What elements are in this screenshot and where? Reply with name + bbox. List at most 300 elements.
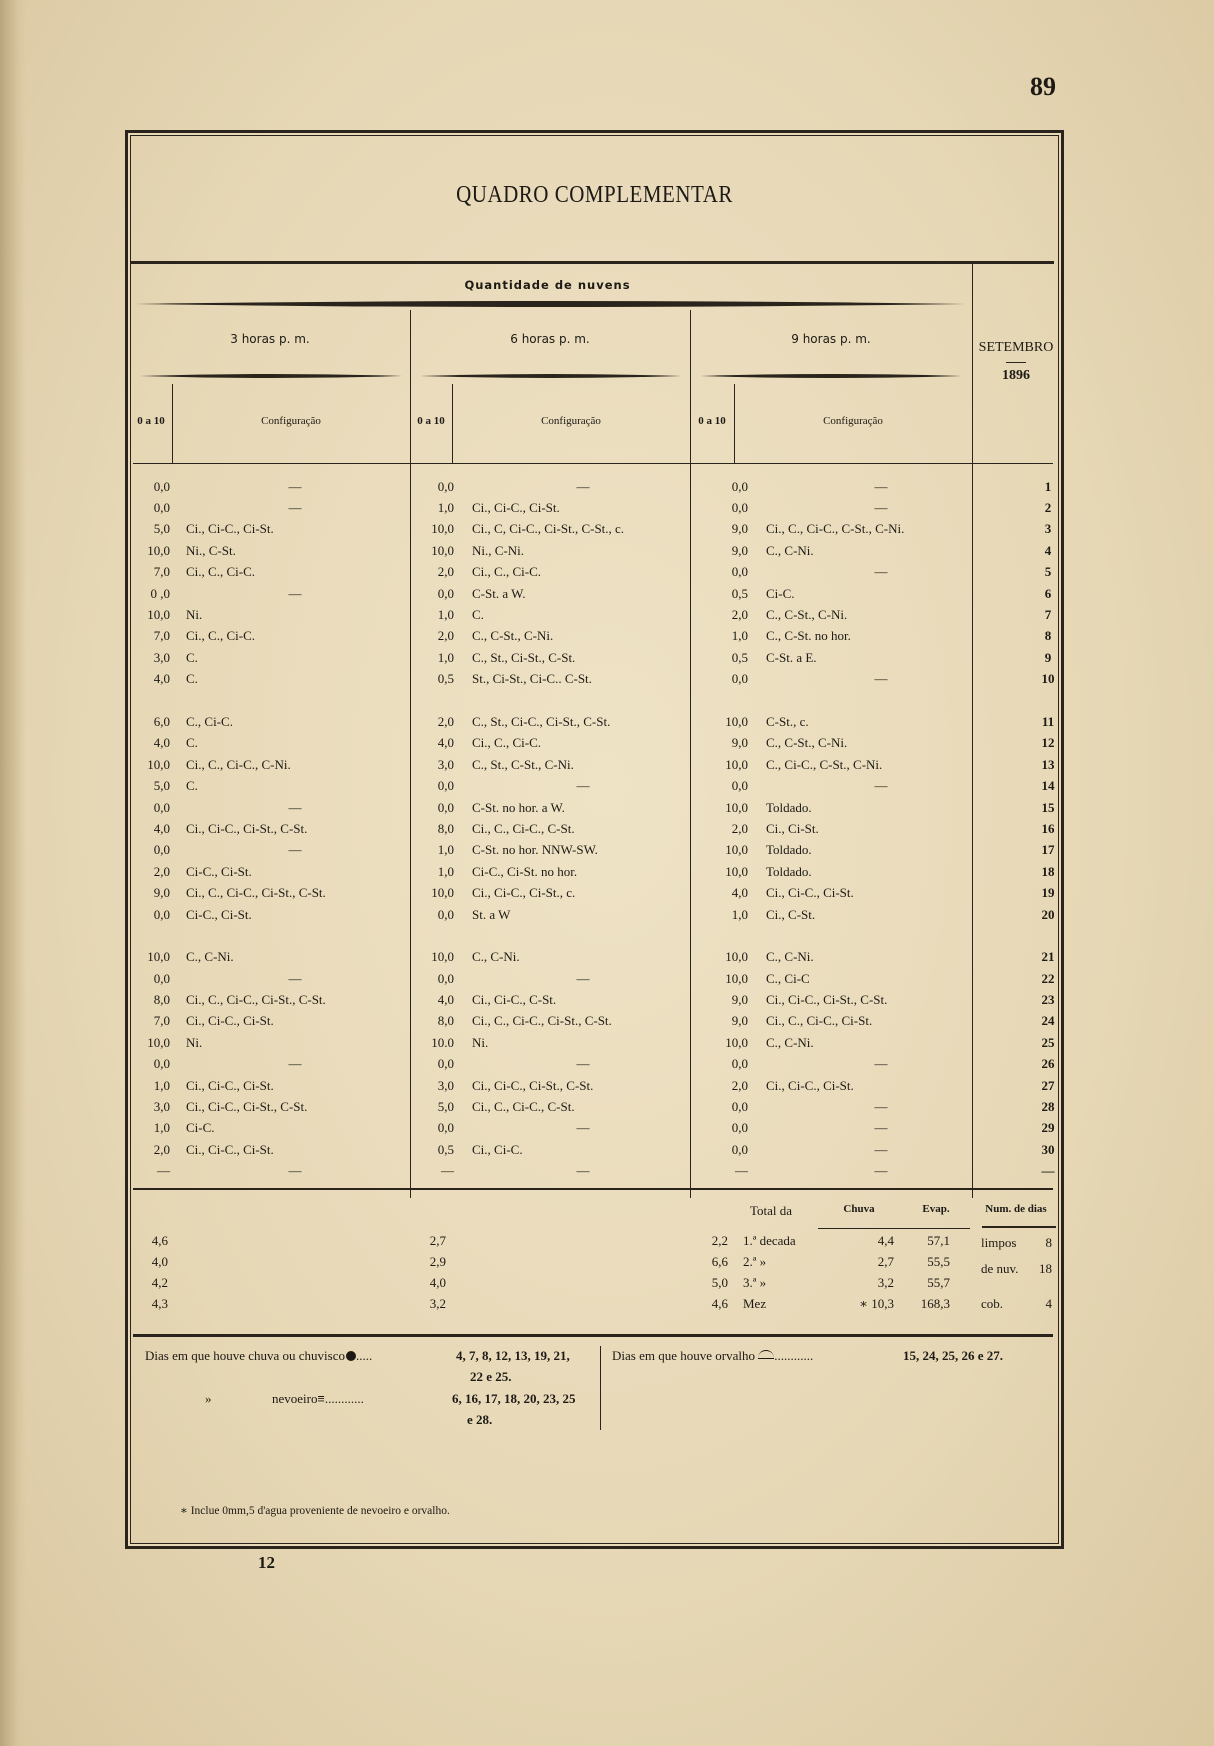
config-9pm: Toldado. xyxy=(766,799,812,815)
total-evap: 168,3 xyxy=(920,1296,950,1311)
scale-3pm: 0,0 xyxy=(153,799,170,815)
scale-6pm: 0,0 xyxy=(437,478,454,494)
table-row xyxy=(128,1096,1090,1117)
config-6pm: C-St. no hor. a W. xyxy=(472,799,565,815)
config-9pm: — xyxy=(874,1099,888,1115)
days-kind: de nuv. xyxy=(981,1261,1019,1276)
group-header: Quantidade de nuvens xyxy=(464,278,631,292)
total-scale-3pm: 4,0 xyxy=(151,1254,168,1269)
decade-gap xyxy=(128,690,1090,711)
config-3pm: Ci., Ci-C., Ci-St., C-St. xyxy=(186,820,308,836)
config-9pm: Ci., C-St. xyxy=(766,906,816,922)
month-rule xyxy=(1006,362,1026,363)
config-9pm: — xyxy=(874,500,888,516)
config-3pm: Ci., Ci-C., Ci-St. xyxy=(186,1077,274,1093)
config-9pm: C., C-St., C-Ni. xyxy=(766,735,848,751)
table-row xyxy=(128,754,1090,775)
scale-3pm: 0,0 xyxy=(153,842,170,858)
total-scale-6pm: 3,2 xyxy=(429,1296,446,1311)
scale-9pm: 10,0 xyxy=(725,863,748,879)
scale-9pm: 10,0 xyxy=(725,713,748,729)
total-evap: 55,7 xyxy=(927,1275,950,1290)
config-6pm: Ci., Ci-C., Ci-St., C-St. xyxy=(472,1077,594,1093)
scale-3pm: 10,0 xyxy=(147,756,170,772)
scale-3pm: 4,0 xyxy=(153,735,170,751)
total-period: 1.ª decada xyxy=(743,1233,796,1248)
scale-9pm: 10,0 xyxy=(725,949,748,965)
scale-3pm: 5,0 xyxy=(153,778,170,794)
total-scale-9pm: 6,6 xyxy=(711,1254,728,1269)
scale-9pm: 0,5 xyxy=(731,649,748,665)
scale-6pm: — xyxy=(441,1163,454,1179)
total-evap: 55,5 xyxy=(927,1254,950,1269)
day-number: 16 xyxy=(1041,820,1055,836)
total-scale-9pm: 2,2 xyxy=(711,1233,728,1248)
scale-9pm: 2,0 xyxy=(731,607,748,623)
lists-separator xyxy=(600,1346,601,1430)
config-9pm: — xyxy=(874,564,888,580)
config-9pm: C., Ci-C xyxy=(766,970,810,986)
config-header-a: Configuração xyxy=(261,415,321,427)
rain-symbol-icon xyxy=(346,1351,356,1361)
config-9pm: C., C-St., C-Ni. xyxy=(766,607,848,623)
scale-9pm: 0,0 xyxy=(731,1120,748,1136)
config-9pm: C., C-Ni. xyxy=(766,542,814,558)
config-6pm: Ci., Ci-C., Ci-St., c. xyxy=(472,885,576,901)
month-header: SETEMBRO xyxy=(978,340,1054,355)
scale-3pm: 7,0 xyxy=(153,1013,170,1029)
scale-3pm: 4,0 xyxy=(153,671,170,687)
scale-3pm: 0,0 xyxy=(153,478,170,494)
config-9pm: Ci., Ci-C., Ci-St. xyxy=(766,1077,854,1093)
scale-9pm: 2,0 xyxy=(731,1077,748,1093)
days-count-header: Num. de dias xyxy=(985,1203,1047,1215)
config-9pm: Ci-C. xyxy=(766,585,795,601)
scale-3pm: 10,0 xyxy=(147,1034,170,1050)
config-3pm: Ci., Ci-C., Ci-St. xyxy=(186,521,274,537)
scale-3pm: 10,0 xyxy=(147,607,170,623)
day-number: 9 xyxy=(1044,649,1052,665)
scale-6pm: 0,0 xyxy=(437,906,454,922)
total-scale-6pm: 4,0 xyxy=(429,1275,446,1290)
config-3pm: — xyxy=(288,1056,302,1072)
day-number: 15 xyxy=(1041,799,1055,815)
total-scale-3pm: 4,3 xyxy=(151,1296,168,1311)
scale-3pm: 7,0 xyxy=(153,564,170,580)
scale-6pm: 0,0 xyxy=(437,1056,454,1072)
day-number: 17 xyxy=(1041,842,1055,858)
rain-days-label-text: Dias em que houve chuva ou chuvisco xyxy=(145,1348,346,1363)
config-3pm: Ci-C. xyxy=(186,1120,215,1136)
config-3pm: Ni. xyxy=(186,607,203,623)
cloud-data-table xyxy=(128,476,1090,1182)
table-row xyxy=(128,797,1090,818)
table-row xyxy=(128,519,1090,540)
total-scale-9pm: 4,6 xyxy=(711,1296,728,1311)
config-3pm: C. xyxy=(186,671,198,687)
scale-6pm: 1,0 xyxy=(437,649,454,665)
total-rain: 3,2 xyxy=(877,1275,894,1290)
day-number: 27 xyxy=(1041,1077,1055,1093)
period-swash-1 xyxy=(140,373,402,381)
fog-days-list-cont: e 28. xyxy=(467,1412,493,1427)
config-6pm: C., C-Ni. xyxy=(472,949,520,965)
table-row xyxy=(128,647,1090,668)
day-number: 12 xyxy=(1041,735,1055,751)
scale-6pm: 3,0 xyxy=(437,756,454,772)
fog-days-list: 6, 16, 17, 18, 20, 23, 25 xyxy=(452,1391,576,1406)
day-number: 5 xyxy=(1044,564,1052,580)
scale-9pm: 2,0 xyxy=(731,820,748,836)
days-kind: limpos xyxy=(981,1235,1017,1250)
scale-9pm: 0,0 xyxy=(731,1056,748,1072)
scale-6pm: 0,0 xyxy=(437,1120,454,1136)
day-number: 13 xyxy=(1041,756,1055,772)
scale-6pm: 0,5 xyxy=(437,671,454,687)
scale-3pm: 0,0 xyxy=(153,1056,170,1072)
config-6pm: — xyxy=(576,1056,590,1072)
config-3pm: C., Ci-C. xyxy=(186,713,233,729)
scale-9pm: 4,0 xyxy=(731,885,748,901)
rain-days-list: 4, 7, 8, 12, 13, 19, 21, xyxy=(456,1348,570,1363)
day-number: 1 xyxy=(1044,478,1052,494)
signature-number: 12 xyxy=(258,1553,275,1572)
scale-6pm: 5,0 xyxy=(437,1099,454,1115)
total-scale-6pm: 2,9 xyxy=(429,1254,446,1269)
config-3pm: Ni. xyxy=(186,1034,203,1050)
period-6pm: 6 horas p. m. xyxy=(510,332,590,346)
scale-9pm: 0,0 xyxy=(731,778,748,794)
table-row xyxy=(128,968,1090,989)
period-swash-2 xyxy=(420,373,682,381)
config-6pm: C-St. a W. xyxy=(472,585,526,601)
days-count: 18 xyxy=(1039,1261,1052,1276)
table-row xyxy=(128,1032,1090,1053)
scale-9pm: 0,0 xyxy=(731,1141,748,1157)
rain-leader-dots: ..... xyxy=(356,1348,373,1363)
table-row xyxy=(128,711,1090,732)
dew-symbol-icon xyxy=(758,1350,774,1359)
total-period: 3.ª » xyxy=(743,1275,767,1290)
config-3pm: C., C-Ni. xyxy=(186,949,234,965)
day-number: 7 xyxy=(1044,607,1052,623)
scale-3pm: 0,0 xyxy=(153,500,170,516)
scale-9pm: — xyxy=(735,1163,748,1179)
total-scale-3pm: 4,6 xyxy=(151,1233,168,1248)
scale-3pm: 9,0 xyxy=(153,885,170,901)
day-number: 2 xyxy=(1044,500,1052,516)
day-number: 29 xyxy=(1041,1120,1055,1136)
scale-9pm: 0,0 xyxy=(731,1099,748,1115)
config-9pm: Ci., Ci-C., Ci-St. xyxy=(766,885,854,901)
days-count: 4 xyxy=(1045,1296,1052,1311)
day-number: 20 xyxy=(1041,906,1055,922)
table-row xyxy=(128,775,1090,796)
scale-9pm: 0,0 xyxy=(731,671,748,687)
scale-6pm: 10,0 xyxy=(431,542,454,558)
config-9pm: Toldado. xyxy=(766,863,812,879)
total-scale-6pm: 2,7 xyxy=(429,1233,446,1248)
period-9pm: 9 horas p. m. xyxy=(791,332,871,346)
config-3pm: — xyxy=(288,500,302,516)
scale-6pm: 0,0 xyxy=(437,799,454,815)
total-scale-9pm: 5,0 xyxy=(711,1275,728,1290)
table-row xyxy=(128,562,1090,583)
scale-6pm: 4,0 xyxy=(437,992,454,1008)
config-9pm: — xyxy=(874,1163,888,1179)
period-3pm: 3 horas p. m. xyxy=(230,332,310,346)
total-rain: ∗ 10,3 xyxy=(859,1296,894,1311)
scale-3pm: 4,0 xyxy=(153,820,170,836)
table-row xyxy=(128,669,1090,690)
scale-9pm: 0,0 xyxy=(731,500,748,516)
table-row xyxy=(128,604,1090,625)
total-evap: 57,1 xyxy=(927,1233,950,1248)
scale-3pm: 3,0 xyxy=(153,1099,170,1115)
scale-3pm: 0,0 xyxy=(153,970,170,986)
table-row xyxy=(128,1139,1090,1160)
scale-6pm: 1,0 xyxy=(437,842,454,858)
config-3pm: — xyxy=(288,478,302,494)
day-number: 19 xyxy=(1041,885,1055,901)
config-6pm: C., St., Ci-C., Ci-St., C-St. xyxy=(472,713,611,729)
config-9pm: Toldado. xyxy=(766,842,812,858)
scale-6pm: 8,0 xyxy=(437,1013,454,1029)
day-number: 6 xyxy=(1044,585,1052,601)
scale-header-b: 0 a 10 xyxy=(417,415,445,427)
config-9pm: C-St., c. xyxy=(766,713,809,729)
scale-3pm: 5,0 xyxy=(153,521,170,537)
day-number: 24 xyxy=(1041,1013,1055,1029)
config-9pm: — xyxy=(874,1141,888,1157)
config-6pm: Ci., C., Ci-C., C-St. xyxy=(472,1099,575,1115)
config-9pm: C., C-St. no hor. xyxy=(766,628,851,644)
config-3pm: Ci., C., Ci-C. xyxy=(186,628,255,644)
scale-6pm: 1,0 xyxy=(437,863,454,879)
table-row xyxy=(128,1054,1090,1075)
total-rain: 4,4 xyxy=(877,1233,894,1248)
table-row xyxy=(128,1011,1090,1032)
config-6pm: C., St., C-St., C-Ni. xyxy=(472,756,574,772)
fog-ditto: » xyxy=(205,1391,212,1406)
scale-3pm: 3,0 xyxy=(153,649,170,665)
day-number: 25 xyxy=(1041,1034,1055,1050)
config-header-b: Configuração xyxy=(541,415,601,427)
config-3pm: Ci., C., Ci-C., Ci-St., C-St. xyxy=(186,885,326,901)
lists-rule xyxy=(133,1334,1053,1337)
scale-9pm: 0,0 xyxy=(731,478,748,494)
scale-6pm: 10,0 xyxy=(431,885,454,901)
config-3pm: Ci., C., Ci-C., C-Ni. xyxy=(186,756,291,772)
days-rule xyxy=(982,1226,1056,1228)
scale-9pm: 0,0 xyxy=(731,564,748,580)
scale-3pm: 1,0 xyxy=(153,1077,170,1093)
config-3pm: — xyxy=(288,585,302,601)
summary-rule xyxy=(133,1188,1053,1190)
day-number: 11 xyxy=(1041,713,1055,729)
table-row xyxy=(128,989,1090,1010)
day-number: 3 xyxy=(1044,521,1052,537)
day-number: 26 xyxy=(1041,1056,1055,1072)
config-9pm: Ci., C., Ci-C., C-St., C-Ni. xyxy=(766,521,905,537)
days-count: 8 xyxy=(1045,1235,1052,1250)
totals-label: Total da xyxy=(749,1203,793,1218)
table-row xyxy=(128,818,1090,839)
scale-6pm: 10.0 xyxy=(431,1034,454,1050)
scale-3pm: 0 ,0 xyxy=(150,585,170,601)
config-6pm: — xyxy=(576,1120,590,1136)
title-rule xyxy=(131,261,1054,264)
config-6pm: St., Ci-St., Ci-C.. C-St. xyxy=(472,671,592,687)
scale-6pm: 1,0 xyxy=(437,607,454,623)
config-6pm: Ci., Ci-C., C-St. xyxy=(472,992,557,1008)
config-6pm: — xyxy=(576,778,590,794)
config-3pm: C. xyxy=(186,735,198,751)
day-number: 8 xyxy=(1044,628,1052,644)
config-3pm: — xyxy=(288,842,302,858)
config-9pm: — xyxy=(874,778,888,794)
day-number: 4 xyxy=(1044,542,1052,558)
config-3pm: — xyxy=(288,970,302,986)
scale-6pm: 2,0 xyxy=(437,564,454,580)
config-3pm: C. xyxy=(186,778,198,794)
dew-days-label-text: Dias em que houve orvalho xyxy=(612,1348,755,1363)
scale-9pm: 9,0 xyxy=(731,992,748,1008)
config-3pm: — xyxy=(288,1163,302,1179)
config-3pm: Ci., C., Ci-C., Ci-St., C-St. xyxy=(186,992,326,1008)
fog-days-label-text: nevoeiro xyxy=(272,1391,318,1406)
total-scale-3pm: 4,2 xyxy=(151,1275,168,1290)
binding-edge xyxy=(0,0,26,1746)
scale-9pm: 9,0 xyxy=(731,542,748,558)
day-number: 10 xyxy=(1041,671,1055,687)
scale-6pm: 3,0 xyxy=(437,1077,454,1093)
config-3pm: Ci., Ci-C., Ci-St., C-St. xyxy=(186,1099,308,1115)
config-6pm: C., St., Ci-St., C-St. xyxy=(472,649,576,665)
scale-9pm: 9,0 xyxy=(731,1013,748,1029)
config-3pm: Ci., C., Ci-C. xyxy=(186,564,255,580)
config-9pm: — xyxy=(874,1120,888,1136)
scale-6pm: 0,0 xyxy=(437,778,454,794)
fog-days-label xyxy=(272,1391,364,1407)
rain-days-list-cont: 22 e 25. xyxy=(470,1369,512,1384)
scale-3pm: 8,0 xyxy=(153,992,170,1008)
scale-3pm: 1,0 xyxy=(153,1120,170,1136)
scale-6pm: 0,0 xyxy=(437,585,454,601)
table-row xyxy=(128,733,1090,754)
scale-3pm: 7,0 xyxy=(153,628,170,644)
scale-3pm: 2,0 xyxy=(153,863,170,879)
scale-3pm: — xyxy=(157,1163,170,1179)
config-6pm: Ci-C., Ci-St. no hor. xyxy=(472,863,578,879)
total-period: Mez xyxy=(743,1296,767,1311)
table-row xyxy=(128,583,1090,604)
config-6pm: Ci., Ci-C. xyxy=(472,1141,523,1157)
table-row xyxy=(128,840,1090,861)
page-number: 89 xyxy=(1030,72,1056,101)
table-row xyxy=(128,1118,1090,1139)
config-6pm: Ni. xyxy=(472,1034,489,1050)
dew-days-list: 15, 24, 25, 26 e 27. xyxy=(903,1348,1004,1363)
scale-3pm: 10,0 xyxy=(147,542,170,558)
config-3pm: Ci-C., Ci-St. xyxy=(186,863,252,879)
config-6pm: Ci., C., Ci-C. xyxy=(472,735,541,751)
fog-leader-dots: ............ xyxy=(324,1391,364,1406)
table-row xyxy=(128,861,1090,882)
fog-symbol-icon: ≡ xyxy=(317,1391,325,1406)
scale-9pm: 10,0 xyxy=(725,1034,748,1050)
config-3pm: Ci., Ci-C., Ci-St. xyxy=(186,1013,274,1029)
config-header-c: Configuração xyxy=(823,415,883,427)
scale-header-c: 0 a 10 xyxy=(698,415,726,427)
table-row xyxy=(128,947,1090,968)
config-6pm: Ci., C., Ci-C., C-St. xyxy=(472,820,575,836)
scale-3pm: 2,0 xyxy=(153,1141,170,1157)
scale-6pm: 0,0 xyxy=(437,970,454,986)
scale-3pm: 10,0 xyxy=(147,949,170,965)
config-6pm: St. a W xyxy=(472,906,511,922)
day-number: 28 xyxy=(1041,1099,1055,1115)
table-row xyxy=(128,1075,1090,1096)
scale-6pm: 8,0 xyxy=(437,820,454,836)
table-row xyxy=(128,626,1090,647)
config-3pm: Ci., Ci-C., Ci-St. xyxy=(186,1141,274,1157)
day-number: 21 xyxy=(1041,949,1055,965)
config-9pm: — xyxy=(874,1056,888,1072)
config-9pm: C., Ci-C., C-St., C-Ni. xyxy=(766,756,883,772)
footnote: ∗ Inclue 0mm,5 d'agua proveniente de nevoeiro e orvalho. xyxy=(180,1505,450,1517)
group-swash xyxy=(135,300,965,308)
config-6pm: — xyxy=(576,478,590,494)
config-9pm: Ci., Ci-C., Ci-St., C-St. xyxy=(766,992,888,1008)
day-number: — xyxy=(1041,1163,1055,1179)
config-6pm: — xyxy=(576,1163,590,1179)
table-row xyxy=(128,540,1090,561)
config-6pm: Ni., C-Ni. xyxy=(472,542,524,558)
scale-3pm: 0,0 xyxy=(153,906,170,922)
scale-6pm: 0,5 xyxy=(437,1141,454,1157)
config-6pm: Ci., C., Ci-C., Ci-St., C-St. xyxy=(472,1013,612,1029)
scale-9pm: 1,0 xyxy=(731,628,748,644)
day-number: 18 xyxy=(1041,863,1055,879)
dew-leader-dots: ............ xyxy=(774,1348,814,1363)
evap-header: Evap. xyxy=(922,1203,950,1215)
config-3pm: C. xyxy=(186,649,198,665)
scale-9pm: 10,0 xyxy=(725,756,748,772)
scale-3pm: 6,0 xyxy=(153,713,170,729)
rain-evap-rule xyxy=(818,1228,970,1229)
page-title: QUADRO COMPLEMENTAR xyxy=(456,180,733,208)
config-6pm: C-St. no hor. NNW-SW. xyxy=(472,842,598,858)
scale-6pm: 10,0 xyxy=(431,949,454,965)
day-number: 22 xyxy=(1041,970,1055,986)
table-row xyxy=(128,904,1090,925)
config-9pm: — xyxy=(874,478,888,494)
period-swash-3 xyxy=(700,373,962,381)
config-9pm: Ci., Ci-St. xyxy=(766,820,819,836)
scale-6pm: 1,0 xyxy=(437,500,454,516)
config-9pm: C., C-Ni. xyxy=(766,949,814,965)
config-6pm: — xyxy=(576,970,590,986)
config-6pm: Ci., C., Ci-C. xyxy=(472,564,541,580)
config-9pm: — xyxy=(874,671,888,687)
day-number: 30 xyxy=(1041,1141,1055,1157)
decade-gap xyxy=(128,925,1090,946)
scale-header-a: 0 a 10 xyxy=(137,415,165,427)
config-6pm: Ci., Ci-C., Ci-St. xyxy=(472,500,560,516)
days-kind: cob. xyxy=(981,1296,1004,1311)
config-3pm: Ci-C., Ci-St. xyxy=(186,906,252,922)
